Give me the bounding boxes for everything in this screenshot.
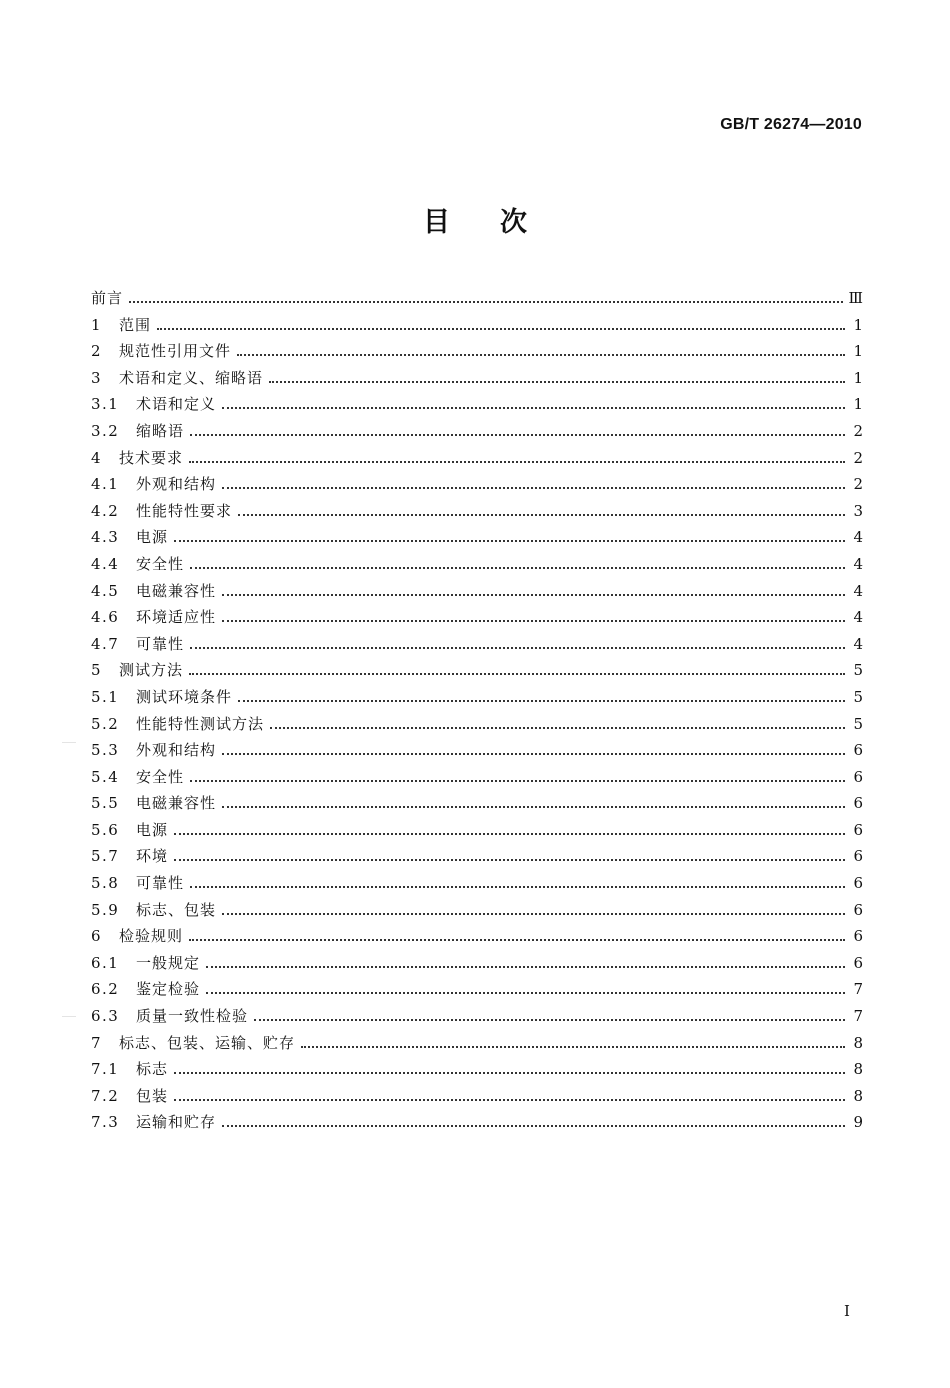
toc-entry-label: 标志、包装、运输、贮存: [119, 1033, 296, 1052]
toc-entry[interactable]: [91, 657, 863, 684]
toc-entry-page: 8: [853, 1086, 863, 1105]
toc-entry-page: 4: [853, 528, 863, 547]
toc-entry-page: 6: [853, 820, 863, 839]
toc-entry-page: 6: [853, 874, 863, 893]
toc-leader-dots: [190, 433, 845, 436]
toc-entry-label: 外观和结构: [136, 741, 217, 760]
toc-leader-dots: [190, 779, 845, 782]
toc-entry-page: 2: [853, 448, 863, 467]
toc-entry-page: Ⅲ: [848, 289, 863, 307]
toc-entry-number: 3.1: [91, 395, 120, 414]
toc-entry-page: 9: [853, 1113, 863, 1132]
toc-entry-label: 检验规则: [119, 927, 184, 946]
toc-entry[interactable]: [91, 1109, 863, 1136]
toc-entry-label: 范围: [119, 315, 152, 334]
toc-entry-number: 5.8: [91, 874, 120, 893]
toc-entry-label: 可靠性: [136, 874, 185, 893]
toc-leader-dots: [174, 858, 845, 861]
toc-entry-label: 标志: [136, 1060, 169, 1079]
toc-entry[interactable]: [91, 312, 863, 339]
toc-entry-number: 6.2: [91, 980, 120, 999]
toc-entry[interactable]: [91, 498, 863, 525]
toc-entry[interactable]: [91, 950, 863, 977]
toc-entry-label: 术语和定义: [136, 395, 217, 414]
toc-entry-number: 7.3: [91, 1113, 120, 1132]
scan-margin-mark: [62, 742, 76, 743]
toc-entry-label: 电源: [136, 820, 169, 839]
toc-entry[interactable]: [91, 524, 863, 551]
toc-entry-page: 6: [853, 847, 863, 866]
toc-entry-label: 电磁兼容性: [136, 794, 217, 813]
toc-leader-dots: [222, 619, 845, 622]
toc-entry-page: 2: [853, 421, 863, 440]
toc-entry-label: 术语和定义、缩略语: [119, 368, 264, 387]
toc-entry-label: 电源: [136, 528, 169, 547]
toc-entry[interactable]: [91, 471, 863, 498]
toc-entry[interactable]: [91, 418, 863, 445]
toc-leader-dots: [222, 486, 845, 489]
toc-entry-number: 4.4: [91, 554, 120, 573]
toc-leader-dots: [206, 991, 845, 994]
toc-entry[interactable]: [91, 790, 863, 817]
toc-entry[interactable]: [91, 817, 863, 844]
toc-entry-page: 6: [853, 953, 863, 972]
toc-leader-dots: [238, 513, 845, 516]
toc-entry-page: 6: [853, 767, 863, 786]
toc-entry-page: 1: [853, 395, 863, 414]
toc-entry-page: 6: [853, 794, 863, 813]
toc-entry-page: 7: [853, 1007, 863, 1026]
table-of-contents: [91, 285, 863, 1136]
toc-leader-dots: [189, 672, 845, 675]
toc-entry-label: 技术要求: [119, 448, 184, 467]
toc-entry[interactable]: [91, 604, 863, 631]
toc-entry[interactable]: [91, 445, 863, 472]
toc-leader-dots: [222, 593, 845, 596]
toc-entry-label: 鉴定检验: [136, 980, 201, 999]
toc-entry[interactable]: [91, 285, 863, 312]
toc-leader-dots: [190, 566, 845, 569]
toc-entry-label: 性能特性测试方法: [136, 714, 265, 733]
toc-leader-dots: [237, 353, 845, 356]
toc-entry-page: 4: [853, 581, 863, 600]
toc-entry-label: 运输和贮存: [136, 1113, 217, 1132]
toc-leader-dots: [222, 406, 845, 409]
toc-leader-dots: [190, 885, 845, 888]
toc-entry[interactable]: [91, 1030, 863, 1057]
toc-entry-number: 4: [91, 448, 103, 467]
toc-entry-number: 6.3: [91, 1007, 120, 1026]
toc-entry-number: 3.2: [91, 421, 120, 440]
toc-entry-page: 1: [853, 342, 863, 361]
toc-entry-page: 7: [853, 980, 863, 999]
toc-entry-page: 5: [853, 661, 863, 680]
toc-entry[interactable]: [91, 843, 863, 870]
toc-leader-dots: [301, 1045, 845, 1048]
toc-leader-dots: [190, 646, 845, 649]
toc-leader-dots: [174, 1098, 845, 1101]
toc-entry[interactable]: [91, 1056, 863, 1083]
toc-leader-dots: [206, 965, 845, 968]
toc-entry[interactable]: [91, 631, 863, 658]
toc-leader-dots: [174, 1071, 845, 1074]
toc-entry-page: 4: [853, 608, 863, 627]
toc-entry[interactable]: [91, 923, 863, 950]
toc-entry-number: 1: [91, 315, 103, 334]
toc-leader-dots: [174, 832, 845, 835]
toc-leader-dots: [222, 912, 845, 915]
toc-entry-number: 7.2: [91, 1086, 120, 1105]
toc-entry-number: 5.9: [91, 900, 120, 919]
toc-entry-page: 1: [853, 315, 863, 334]
toc-leader-dots: [189, 460, 845, 463]
toc-entry-number: 3: [91, 368, 103, 387]
toc-entry-label: 性能特性要求: [136, 501, 233, 520]
toc-entry-label: 外观和结构: [136, 475, 217, 494]
toc-entry[interactable]: [91, 551, 863, 578]
toc-entry-page: 6: [853, 741, 863, 760]
toc-entry-page: 5: [853, 714, 863, 733]
toc-entry-number: 7.1: [91, 1060, 120, 1079]
toc-leader-dots: [254, 1018, 845, 1021]
toc-leader-dots: [157, 327, 845, 330]
toc-entry-label: 安全性: [136, 554, 185, 573]
toc-entry-page: 1: [853, 368, 863, 387]
toc-entry[interactable]: [91, 764, 863, 791]
toc-entry-page: 6: [853, 927, 863, 946]
toc-entry-label: 包装: [136, 1086, 169, 1105]
toc-leader-dots: [129, 300, 843, 303]
toc-entry-page: 8: [853, 1060, 863, 1079]
toc-entry-number: 4.7: [91, 634, 120, 653]
toc-entry-label: 一般规定: [136, 953, 201, 972]
toc-entry[interactable]: [91, 711, 863, 738]
toc-entry-label: 前言: [91, 289, 124, 307]
toc-entry-number: 7: [91, 1033, 103, 1052]
toc-entry-number: 2: [91, 342, 103, 361]
toc-entry-label: 质量一致性检验: [136, 1007, 249, 1026]
toc-entry-number: 4.2: [91, 501, 120, 520]
toc-entry[interactable]: [91, 870, 863, 897]
toc-entry-number: 4.3: [91, 528, 120, 547]
toc-entry-number: 5.1: [91, 687, 120, 706]
toc-entry-label: 电磁兼容性: [136, 581, 217, 600]
toc-leader-dots: [189, 938, 845, 941]
page-title: [0, 200, 950, 239]
toc-entry[interactable]: [91, 1083, 863, 1110]
toc-entry-page: 4: [853, 634, 863, 653]
toc-entry-label: 缩略语: [136, 421, 185, 440]
toc-entry-number: 5: [91, 661, 103, 680]
toc-leader-dots: [222, 752, 845, 755]
toc-entry-page: 4: [853, 554, 863, 573]
title-char-1: 目: [423, 207, 450, 238]
toc-entry[interactable]: [91, 976, 863, 1003]
toc-entry-number: 5.2: [91, 714, 120, 733]
page-number: I: [844, 1302, 850, 1320]
title-char-2: 次: [500, 207, 527, 238]
toc-entry-label: 安全性: [136, 767, 185, 786]
toc-entry-number: 6: [91, 927, 103, 946]
toc-leader-dots: [269, 380, 845, 383]
toc-entry-number: 4.1: [91, 475, 120, 494]
toc-entry-number: 5.6: [91, 820, 120, 839]
toc-leader-dots: [222, 805, 845, 808]
toc-entry[interactable]: [91, 737, 863, 764]
toc-entry-page: 6: [853, 900, 863, 919]
toc-entry-page: 5: [853, 687, 863, 706]
toc-entry[interactable]: [91, 897, 863, 924]
toc-entry-label: 标志、包装: [136, 900, 217, 919]
toc-entry[interactable]: [91, 391, 863, 418]
toc-entry-page: 3: [853, 501, 863, 520]
toc-entry-number: 4.5: [91, 581, 120, 600]
toc-entry[interactable]: [91, 1003, 863, 1030]
toc-entry-page: 2: [853, 475, 863, 494]
toc-entry-label: 环境: [136, 847, 169, 866]
scan-margin-mark: [62, 1016, 76, 1017]
standard-code: GB/T 26274—2010: [720, 116, 862, 133]
toc-entry-number: 5.3: [91, 741, 120, 760]
toc-entry-number: 5.4: [91, 767, 120, 786]
toc-entry-number: 5.5: [91, 794, 120, 813]
toc-entry-label: 规范性引用文件: [119, 342, 232, 361]
toc-entry-label: 测试方法: [119, 661, 184, 680]
toc-leader-dots: [222, 1124, 845, 1127]
toc-leader-dots: [238, 699, 845, 702]
toc-entry[interactable]: [91, 338, 863, 365]
toc-entry-number: 6.1: [91, 953, 120, 972]
toc-entry-label: 环境适应性: [136, 608, 217, 627]
toc-entry[interactable]: [91, 365, 863, 392]
toc-entry-number: 5.7: [91, 847, 120, 866]
toc-entry[interactable]: [91, 578, 863, 605]
toc-leader-dots: [270, 726, 845, 729]
toc-entry-label: 可靠性: [136, 634, 185, 653]
toc-entry-number: 4.6: [91, 608, 120, 627]
toc-entry[interactable]: [91, 684, 863, 711]
toc-entry-label: 测试环境条件: [136, 687, 233, 706]
toc-leader-dots: [174, 539, 845, 542]
toc-entry-page: 8: [853, 1033, 863, 1052]
